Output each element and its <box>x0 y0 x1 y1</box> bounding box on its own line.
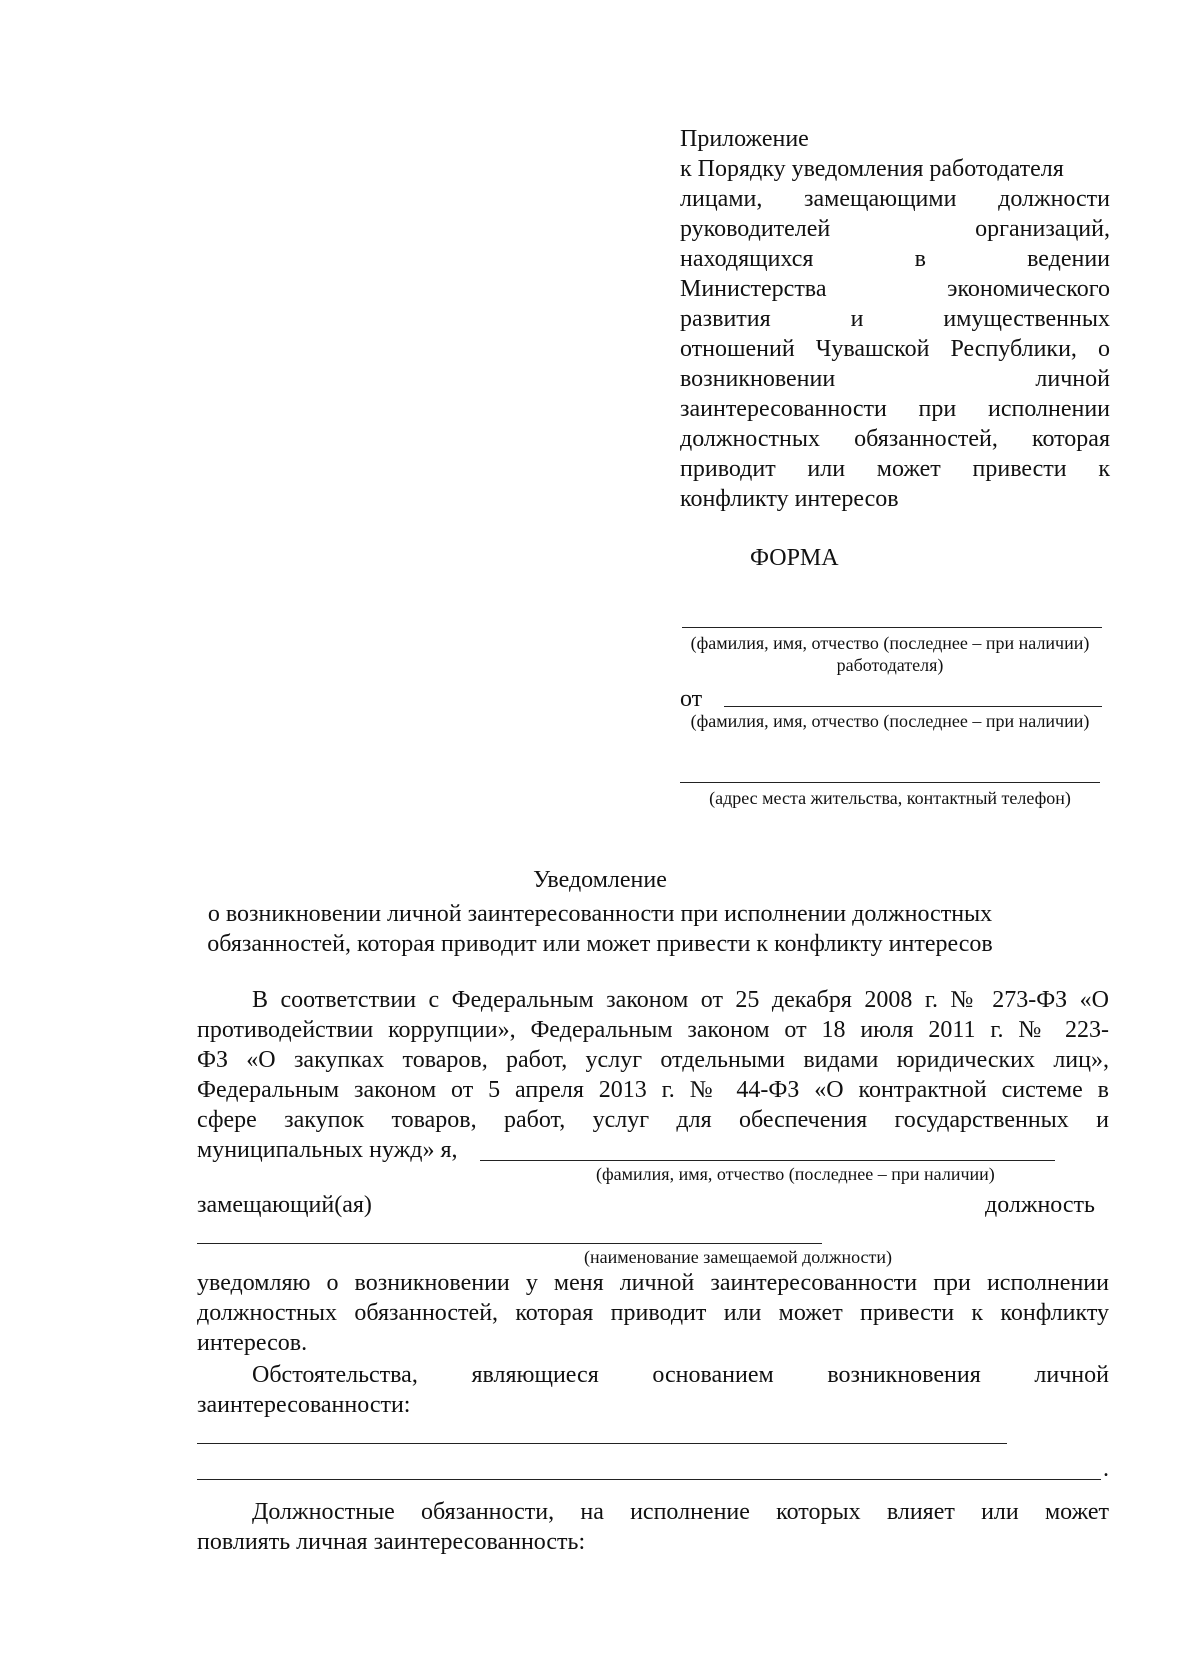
position-line <box>197 1243 822 1244</box>
appendix-line: Приложение <box>680 126 809 152</box>
employer-caption: (фамилия, имя, отчество (последнее – при наличии) работодателя) <box>690 633 1090 675</box>
from-caption: (фамилия, имя, отчество (последнее – при наличии) <box>690 711 1090 731</box>
body-line: противодействии коррупции», Федеральным законом от 18 июля 2011 г. № 223- <box>197 1017 1109 1043</box>
body-line: сфере закупок товаров, работ, услуг для обеспечения государственных и <box>197 1107 1109 1133</box>
body-line: Обстоятельства, являющиеся основанием возникновения личной <box>252 1362 1109 1388</box>
paragraph-legal-basis <box>197 985 1109 1165</box>
circumstances-line <box>197 1479 1101 1480</box>
appendix-line: приводит или может привести к <box>680 456 1110 482</box>
appendix-line: лицами, замещающими должности <box>680 186 1110 212</box>
fio-caption: (фамилия, имя, отчество (последнее – при наличии) <box>596 1164 995 1184</box>
period-mark: . <box>1103 1456 1109 1482</box>
from-label: от <box>680 686 703 712</box>
form-label: ФОРМА <box>750 545 839 571</box>
body-line: Федеральным законом от 5 апреля 2013 г. № 44-ФЗ «О контрактной системе в <box>197 1077 1109 1103</box>
document-subtitle-line: о возникновении личной заинтересованности при исполнении должностных <box>207 901 993 927</box>
employer-line <box>682 627 1102 628</box>
document-title: Уведомление <box>533 867 667 893</box>
appendix-line: конфликту интересов <box>680 486 899 512</box>
appendix-line: отношений Чувашской Республики, о <box>680 336 1110 362</box>
position-caption: (наименование замещаемой должности) <box>584 1247 893 1267</box>
appendix-line: Министерства экономического <box>680 276 1110 302</box>
body-line: заинтересованности: <box>197 1392 411 1418</box>
body-line: ФЗ «О закупках товаров, работ, услуг отдельными видами юридических лиц», <box>197 1047 1109 1073</box>
address-line <box>680 782 1100 783</box>
body-line: муниципальных нужд» я, <box>197 1137 458 1163</box>
document-subtitle-line: обязанностей, которая приводит или может привести к конфликту интересов <box>207 931 993 957</box>
body-line: уведомляю о возникновении у меня личной заинтересованности при исполнении <box>197 1270 1109 1296</box>
paragraph-duties <box>197 1497 1109 1557</box>
paragraph-notify <box>197 1268 1109 1358</box>
appendix-line: развития и имущественных <box>680 306 1110 332</box>
body-line: должностных обязанностей, которая приводит или может привести к конфликту <box>197 1300 1109 1326</box>
appendix-line: должностных обязанностей, которая <box>680 426 1110 452</box>
appendix-line: к Порядку уведомления работодателя <box>680 156 1064 182</box>
from-line <box>724 706 1102 707</box>
appendix-line: заинтересованности при исполнении <box>680 396 1110 422</box>
appendix-line: возникновении личной <box>680 366 1110 392</box>
fio-line <box>480 1160 1055 1161</box>
position-label: должность <box>985 1192 1095 1218</box>
appendix-line: руководителей организаций, <box>680 216 1110 242</box>
address-caption: (адрес места жительства, контактный телефон) <box>709 788 1071 808</box>
body-line: повлиять личная заинтересованность: <box>197 1529 586 1555</box>
paragraph-circumstances <box>197 1360 1109 1420</box>
substituting-label: замещающий(ая) <box>197 1192 372 1218</box>
appendix-line: находящихся в ведении <box>680 246 1110 272</box>
body-line: интересов. <box>197 1330 308 1356</box>
body-line: Должностные обязанности, на исполнение которых влияет или может <box>252 1499 1109 1525</box>
circumstances-line <box>197 1443 1007 1444</box>
body-line: В соответствии с Федеральным законом от 25 декабря 2008 г. № 273-ФЗ «О <box>252 987 1109 1013</box>
appendix-block <box>680 124 1110 514</box>
